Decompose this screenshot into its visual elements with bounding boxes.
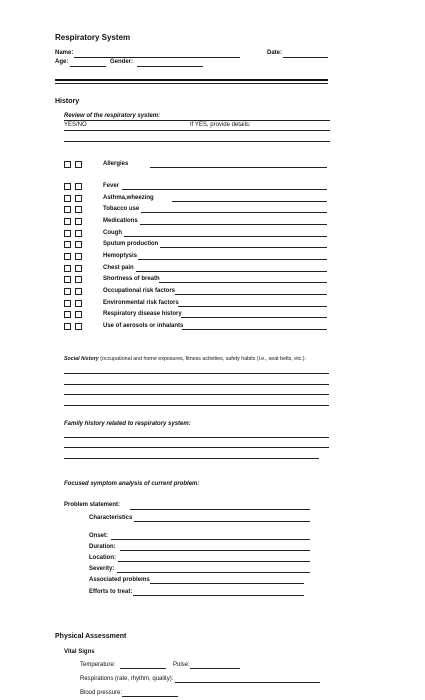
gender-label: Gender: [110,59,134,65]
review-item-yes-checkbox[interactable] [64,195,71,202]
date-field[interactable] [283,57,328,58]
review-item-label: Fever [103,183,120,189]
review-item-yes-checkbox[interactable] [64,265,71,272]
allergies-yes-checkbox[interactable] [64,161,71,168]
review-item-no-checkbox[interactable] [75,253,82,260]
review-item-no-checkbox[interactable] [75,230,82,237]
review-item-label: Cough [103,230,122,236]
pulse-label: Pulse: [173,662,190,668]
review-item-no-checkbox[interactable] [75,300,82,307]
problem-statement-field[interactable] [130,509,310,510]
gender-field[interactable] [137,66,203,67]
temperature-label: Temperature: [80,662,116,668]
review-divider-2 [64,130,330,131]
social-history-note: (occupational and home exposures, fitness activities, safety habits (i.e., seat belts, etc.): [100,356,307,362]
review-item-no-checkbox[interactable] [75,265,82,272]
review-item-label: Tobacco use [103,206,140,212]
review-item-label: Respiratory disease history [103,311,182,317]
family-history-line-1[interactable] [64,437,329,438]
review-item-details-field[interactable] [122,189,327,190]
header-divider [55,79,328,81]
associated-problems-label: Associated problems [89,577,150,583]
characteristics-label: Characteristics [89,515,133,521]
onset-label: Onset: [89,533,109,539]
social-history-line-2[interactable] [64,384,329,385]
severity-field[interactable] [117,572,310,573]
blood-pressure-field[interactable] [122,696,178,697]
review-item-details-field[interactable] [136,271,327,272]
history-heading: History [55,98,80,105]
review-item-details-field[interactable] [141,212,327,213]
vital-signs-heading: Vital Signs [64,649,95,655]
characteristics-field[interactable] [134,521,310,522]
review-item-no-checkbox[interactable] [75,276,82,283]
physical-assessment-heading: Physical Assessment [55,633,127,640]
age-field[interactable] [70,66,106,67]
review-item-details-field[interactable] [159,282,327,283]
review-item-details-field[interactable] [160,247,327,248]
review-item-no-checkbox[interactable] [75,241,82,248]
allergies-label: Allergies [103,161,129,167]
review-item-details-field[interactable] [178,306,327,307]
review-item-label: Hemoptysis [103,253,138,259]
review-item-label: Medications [103,218,138,224]
name-field[interactable] [74,57,240,58]
review-item-no-checkbox[interactable] [75,183,82,190]
review-item-details-field[interactable] [124,236,327,237]
review-item-yes-checkbox[interactable] [64,276,71,283]
review-item-details-field[interactable] [140,224,327,225]
review-item-yes-checkbox[interactable] [64,253,71,260]
duration-field[interactable] [120,550,310,551]
review-divider [64,120,330,121]
review-item-label: Sputum production [103,241,159,247]
efforts-to-treat-field[interactable] [133,595,304,596]
review-item-label: Asthma,wheezing [103,195,154,201]
review-item-yes-checkbox[interactable] [64,206,71,213]
efforts-to-treat-label: Efforts to treat: [89,589,133,595]
review-item-label: Environmental risk factors [103,300,179,306]
problem-statement-label: Problem statement: [64,502,121,508]
review-item-yes-checkbox[interactable] [64,218,71,225]
social-history-label: Social history [64,356,99,362]
blood-pressure-label: Blood pressure: [80,690,123,696]
family-history-line-2[interactable] [64,447,329,448]
temperature-field[interactable] [120,668,166,669]
family-history-line-3[interactable] [64,458,319,459]
review-item-yes-checkbox[interactable] [64,311,71,318]
social-history-line-1[interactable] [64,373,329,374]
family-history-heading: Family history related to respiratory system: [64,421,191,427]
review-item-details-field[interactable] [138,259,327,260]
respirations-label: Respirations (rate, rhythm, quality): [80,676,174,682]
respirations-field[interactable] [175,682,320,683]
review-item-no-checkbox[interactable] [75,195,82,202]
header-divider-thin [55,83,328,84]
review-item-details-field[interactable] [175,294,327,295]
review-item-details-field[interactable] [172,201,327,202]
age-label: Age: [55,59,69,65]
details-label: If YES, provide details: [190,122,251,128]
review-item-yes-checkbox[interactable] [64,230,71,237]
review-item-yes-checkbox[interactable] [64,241,71,248]
social-history-line-4[interactable] [64,405,329,406]
review-item-yes-checkbox[interactable] [64,288,71,295]
allergies-no-checkbox[interactable] [75,161,82,168]
review-item-label: Use of aerosols or inhalants [103,323,184,329]
onset-field[interactable] [111,539,310,540]
review-divider-3 [64,141,330,142]
page-title: Respiratory System [55,33,131,42]
review-item-label: Occupational risk factors [103,288,176,294]
yes-no-label: YES/NO [64,122,87,128]
focused-heading: Focused symptom analysis of current problem: [64,481,200,487]
social-history-line-3[interactable] [64,394,329,395]
review-item-no-checkbox[interactable] [75,218,82,225]
name-label: Name: [55,50,74,56]
review-item-label: Shortness of breath [103,276,160,282]
review-heading: Review of the respiratory system: [64,113,161,119]
associated-problems-field[interactable] [150,583,304,584]
review-item-no-checkbox[interactable] [75,288,82,295]
social-history-heading [64,356,306,362]
severity-label: Severity: [89,566,115,572]
review-item-details-field[interactable] [181,317,327,318]
review-item-no-checkbox[interactable] [75,311,82,318]
review-item-yes-checkbox[interactable] [64,323,71,330]
review-item-details-field[interactable] [182,329,327,330]
review-item-no-checkbox[interactable] [75,206,82,213]
date-label: Date: [267,50,283,56]
location-field[interactable] [118,561,310,562]
review-item-yes-checkbox[interactable] [64,183,71,190]
review-item-no-checkbox[interactable] [75,323,82,330]
duration-label: Duration: [89,544,116,550]
review-item-label: Chest pain [103,265,134,271]
allergies-details-field[interactable] [150,167,327,168]
pulse-field[interactable] [190,668,240,669]
review-item-yes-checkbox[interactable] [64,300,71,307]
location-label: Location: [89,555,116,561]
